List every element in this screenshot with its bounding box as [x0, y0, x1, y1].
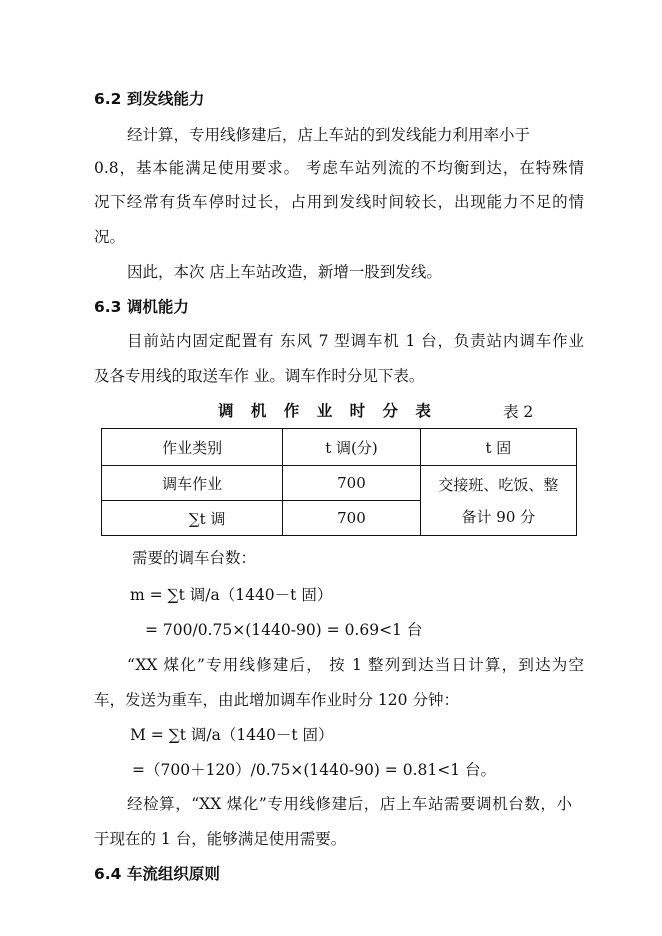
paragraph-line: 经计算，专用线修建后，店上车站的到发线能力利用率小于	[127, 126, 531, 144]
paragraph-line: 经检算，“XX 煤化”专用线修建后，店上车站需要调机台数，小	[127, 795, 572, 813]
formula-line: m = ∑t 调/a（1440－t 固）	[130, 586, 333, 604]
shunting-time-table	[101, 428, 577, 536]
paragraph-line: 因此，本次 店上车站改造，新增一股到发线。	[127, 263, 442, 281]
section-6-4-heading: 6.4 车流组织原则	[94, 865, 220, 883]
paragraph-line: 0.8，基本能满足使用要求。 考虑车站列流的不均衡到达，在特殊情	[94, 159, 584, 177]
paragraph-line: 及各专用线的取送车作 业。调车作时分见下表。	[94, 367, 425, 385]
table-cell: ∑t 调	[102, 501, 283, 536]
paragraph-line: 于现在的 1 台，能够满足使用需要。	[94, 830, 347, 848]
table-cell: 调车作业	[102, 466, 283, 501]
formula-line: M = ∑t 调/a（1440－t 固）	[130, 726, 334, 744]
paragraph-line: 车，发送为重车，由此增加调车作业时分 120 分钟：	[94, 691, 459, 709]
paragraph-line: 况下经常有货车停时过长，占用到发线时间较长，出现能力不足的情	[94, 193, 584, 211]
merged-cell-line: 交接班、吃饭、整	[438, 475, 559, 494]
need-label: 需要的调车台数：	[132, 549, 257, 567]
formula-line: =（700＋120）/0.75×(1440-90) = 0.81<1 台。	[132, 761, 497, 779]
header-cell: t 调(分)	[283, 429, 420, 466]
section-6-3-heading: 6.3 调机能力	[94, 298, 189, 316]
formula-line: = 700/0.75×(1440-90) = 0.69<1 台	[145, 621, 423, 639]
table-row	[102, 466, 577, 501]
table-number: 表 2	[503, 403, 534, 421]
table-header-row	[102, 429, 577, 466]
paragraph-line: “XX 煤化”专用线修建后， 按 1 整列到达当日计算，到达为空	[127, 656, 584, 674]
table-cell: 700	[283, 501, 420, 536]
header-cell: t 固	[420, 429, 576, 466]
header-cell: 作业类别	[102, 429, 283, 466]
merged-cell	[420, 466, 576, 536]
table-title: 调 机 作 业 时 分 表	[218, 402, 437, 420]
section-6-2-heading: 6.2 到发线能力	[94, 90, 205, 108]
table-cell: 700	[283, 466, 420, 501]
merged-cell-line: 备计 90 分	[461, 507, 536, 526]
paragraph-line: 况。	[94, 228, 126, 246]
paragraph-line: 目前站内固定配置有 东风 7 型调车机 1 台，负责站内调车作业	[127, 332, 584, 350]
